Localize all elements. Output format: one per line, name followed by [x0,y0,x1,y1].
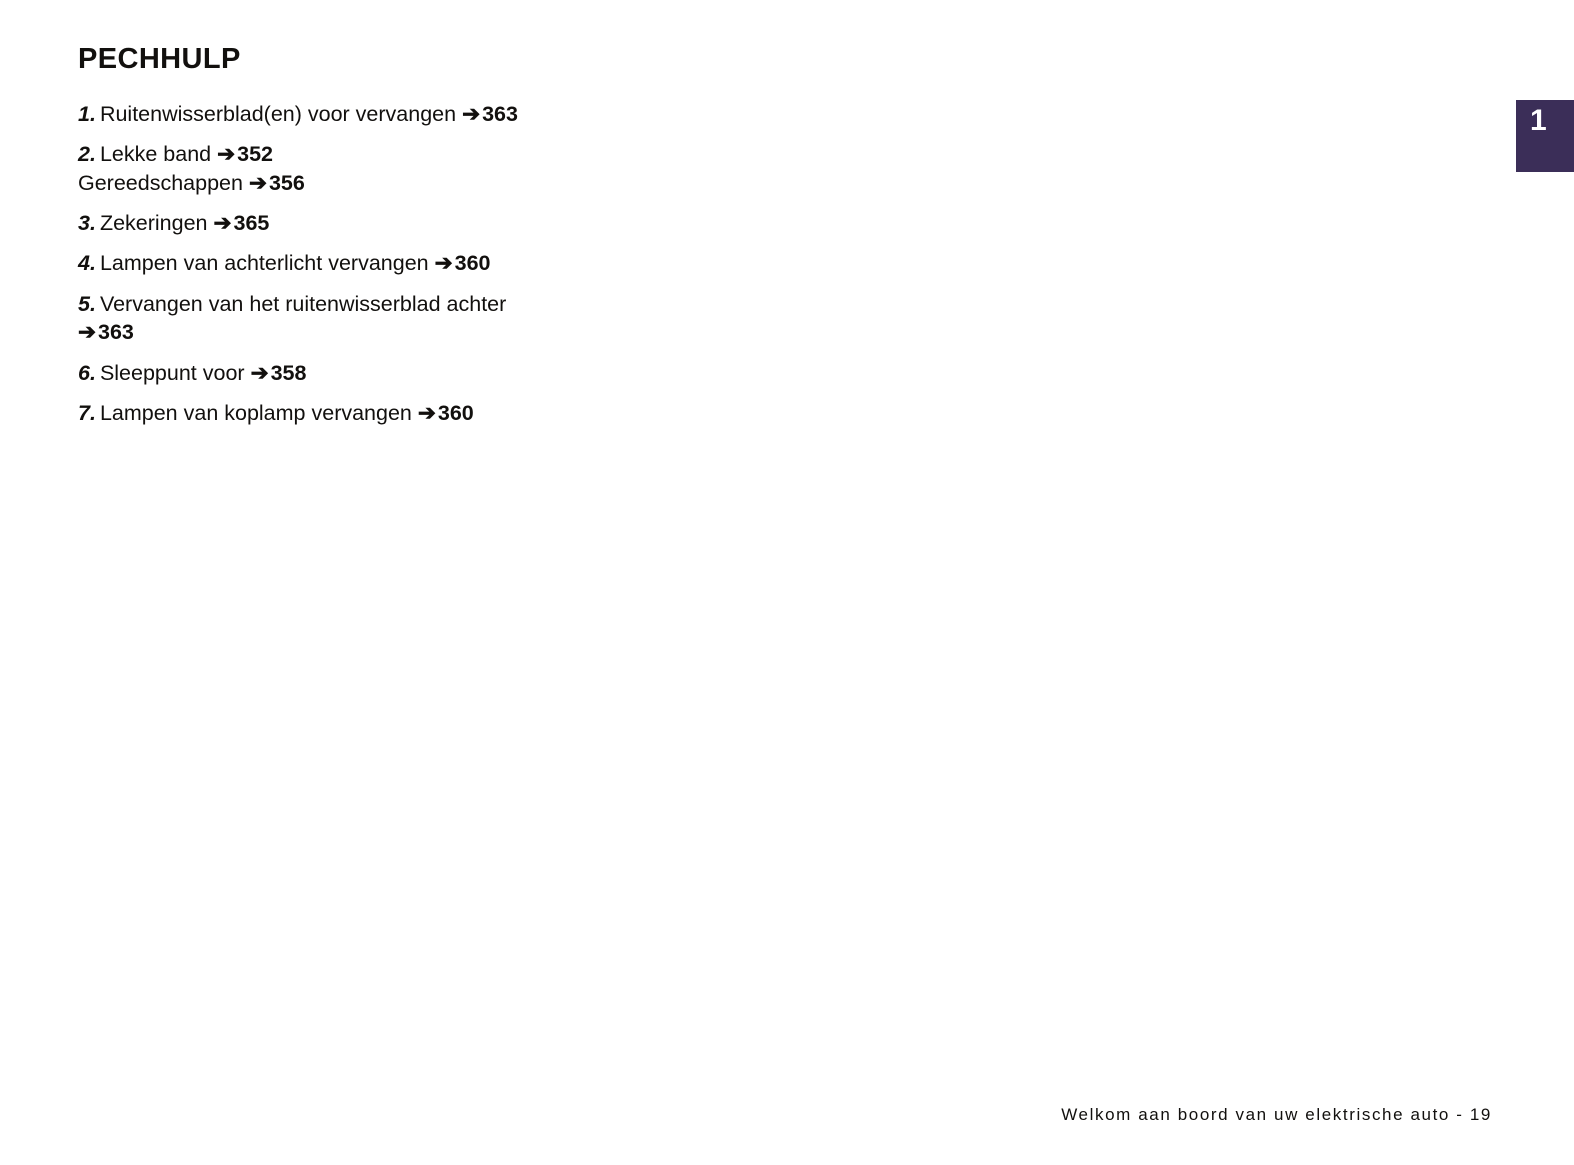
item-label: Zekeringen [99,211,208,236]
page-reference[interactable] [418,401,474,425]
page-reference-number: 363 [482,101,518,126]
page-reference-secondary[interactable] [249,171,305,195]
arrow-icon: ➔ [462,101,481,126]
page-reference-number: 365 [233,211,270,236]
page-reference[interactable] [214,211,270,235]
page-reference[interactable] [462,102,518,126]
item-label-secondary: Gereedschappen [78,170,243,195]
item-label: Lampen van achterlicht vervangen [99,251,429,276]
list-item [78,359,548,387]
page-reference[interactable] [251,361,307,385]
arrow-icon: ➔ [250,360,269,385]
page-reference[interactable] [217,142,273,166]
list-item [78,249,548,277]
page-reference-number: 363 [98,320,134,345]
arrow-icon: ➔ [213,211,232,236]
arrow-icon: ➔ [78,320,97,345]
item-number: 3. [78,211,96,236]
item-number: 4. [78,251,96,276]
page-footer: Welkom aan boord van uw elektrische auto - 19 [1061,1105,1492,1124]
item-label: Lekke band [99,142,212,167]
chapter-tab [1516,100,1574,172]
list-item [78,209,548,237]
arrow-icon: ➔ [434,251,453,276]
item-number: 6. [78,360,96,385]
item-label: Vervangen van het ruitenwisserblad achter [99,291,507,316]
arrow-icon: ➔ [417,400,436,425]
legend-list [78,100,718,427]
list-item [78,399,548,427]
chapter-number: 1 [1530,104,1548,137]
item-number: 1. [78,101,96,126]
page-content [78,44,718,427]
item-number: 7. [78,400,96,425]
item-label: Lampen van koplamp vervangen [99,400,412,425]
page-reference[interactable] [435,251,491,275]
item-label: Sleeppunt voor [99,360,245,385]
arrow-icon: ➔ [217,142,236,167]
list-item [78,100,548,128]
page-reference-number: 360 [437,400,474,425]
list-item [78,140,548,197]
page-reference-number: 356 [268,170,305,195]
page-reference[interactable] [78,320,134,344]
page-title: PECHHULP [78,43,241,75]
page-reference-number: 360 [454,251,491,276]
page-reference-number: 352 [237,142,273,167]
item-number: 2. [78,142,96,167]
arrow-icon: ➔ [248,170,267,195]
list-item [78,290,548,347]
item-number: 5. [78,291,96,316]
page-reference-number: 358 [270,360,307,385]
item-label: Ruitenwisserblad(en) voor vervangen [99,101,457,126]
